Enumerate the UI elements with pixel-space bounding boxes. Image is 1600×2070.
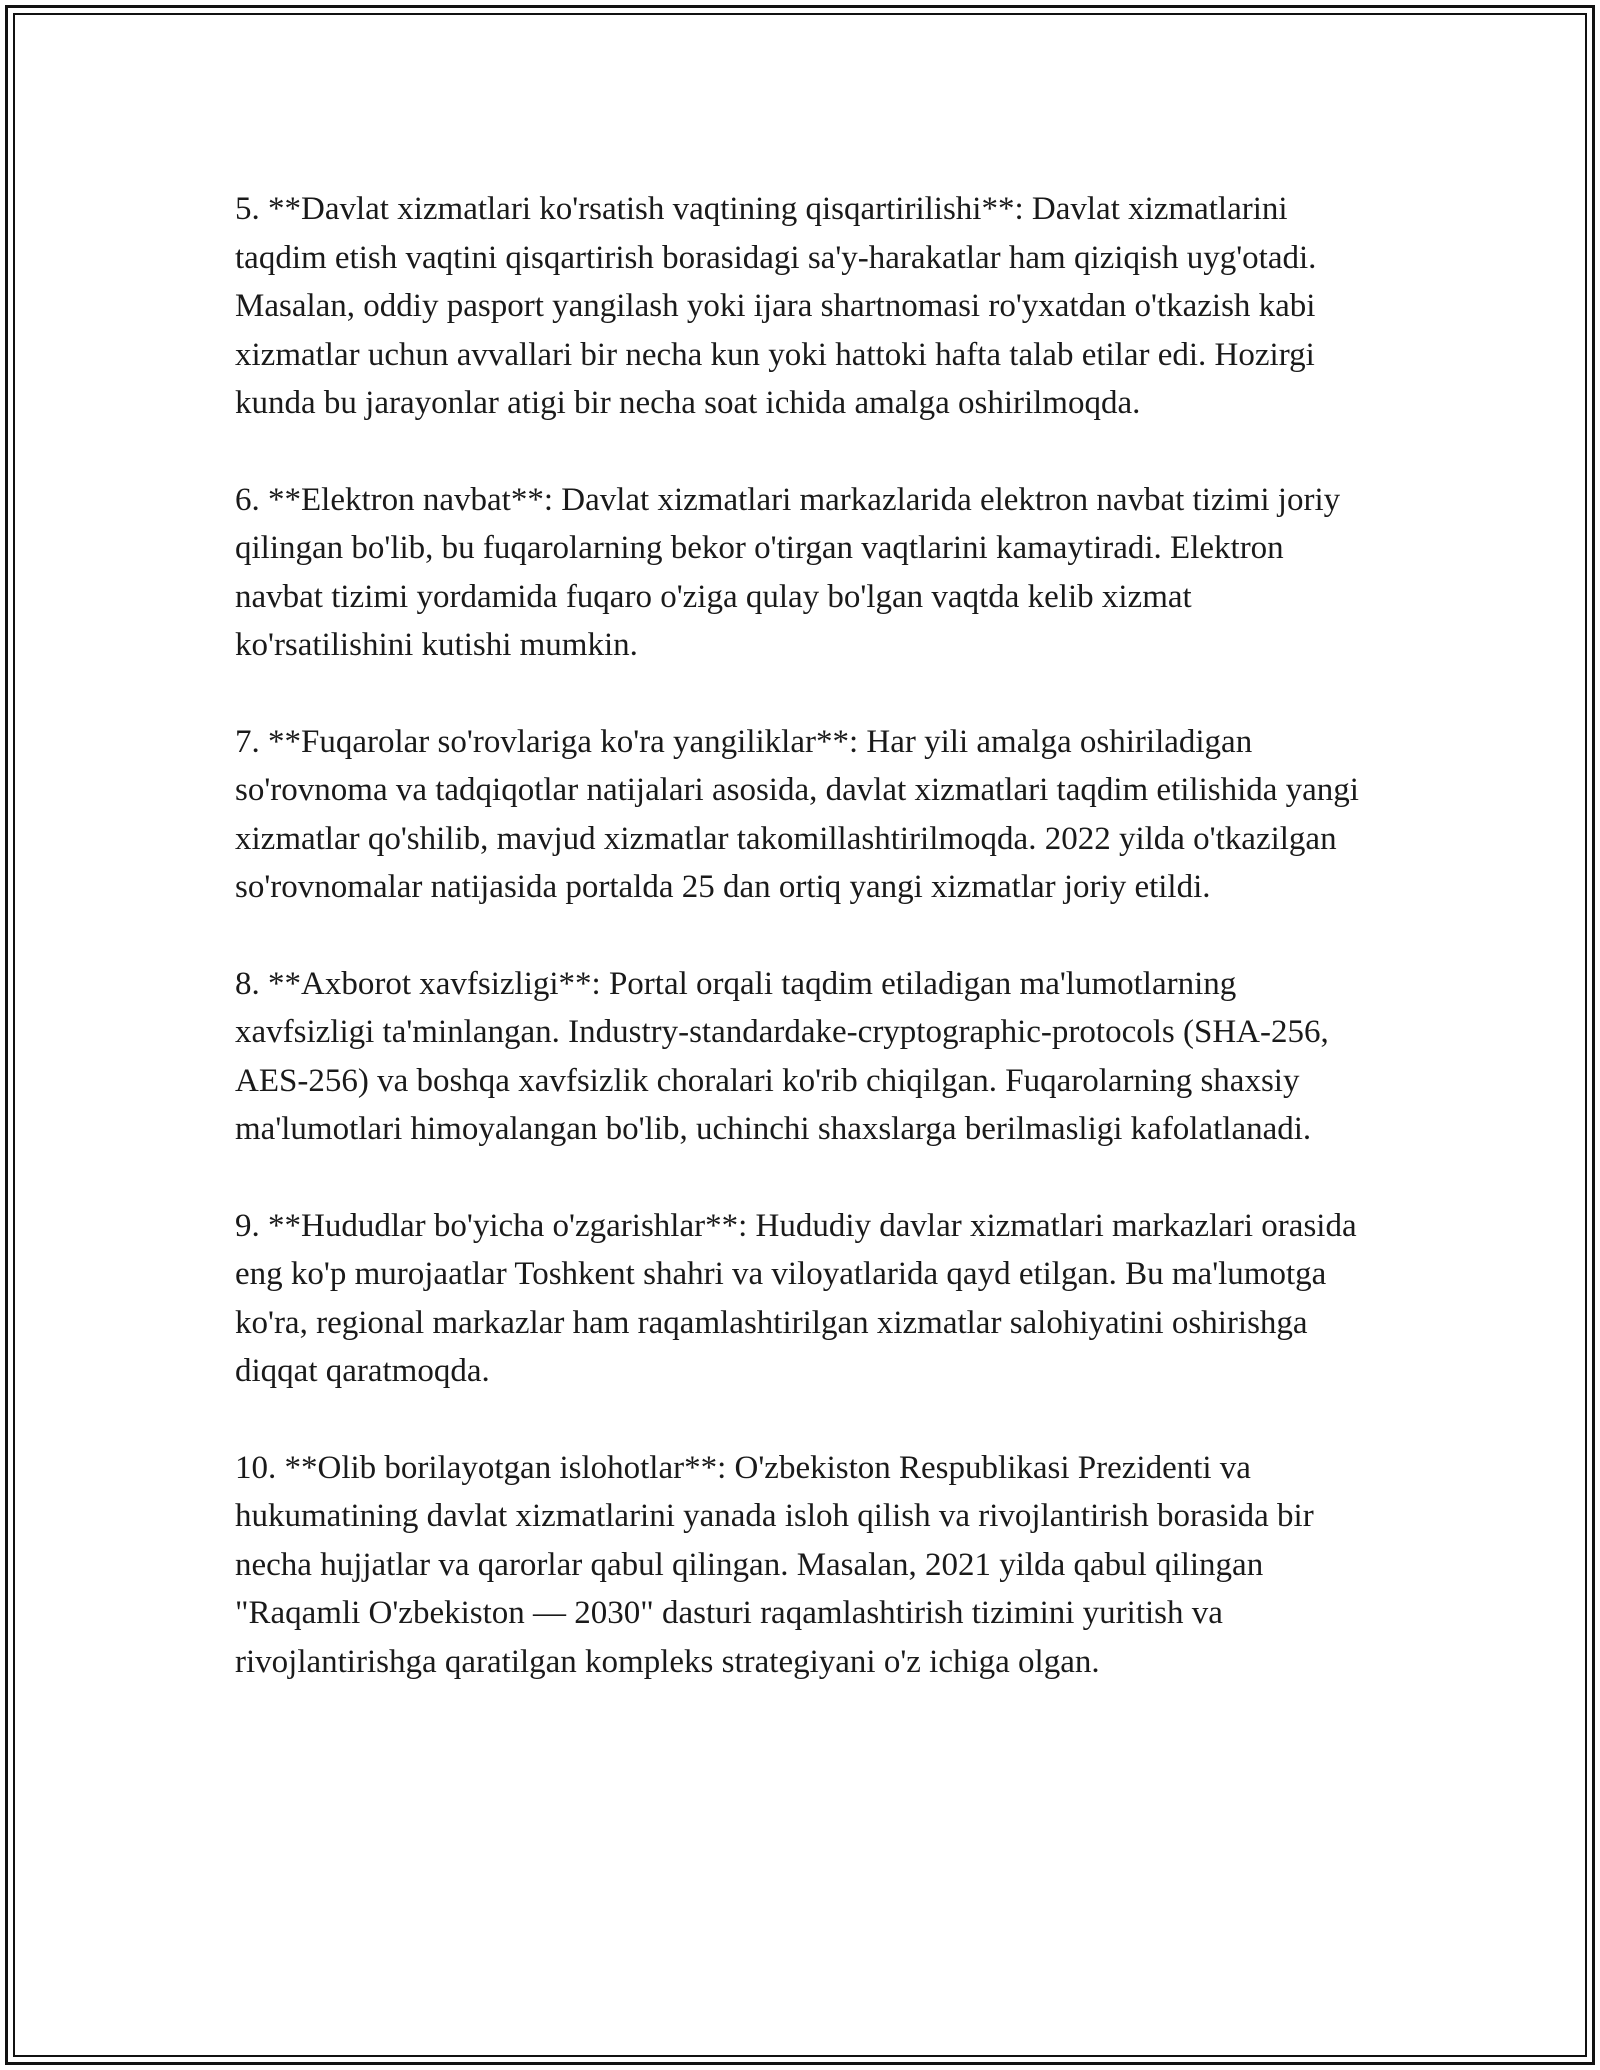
paragraph-item-5: 5. **Davlat xizmatlari ko'rsatish vaqtining qisqartirilishi**: Davlat xizmatlarini taqdim etish vaqtini qisqartirish borasidagi sa'y-harakatlar ham qiziqish uyg'otadi. Masalan, oddiy pasport yangilash yoki ijara shartnomasi ro'yxatdan o'tkazish kabi xizmatlar uchun avvallari bir necha kun yoki hattoki hafta talab etilar edi. Hozirgi kunda bu jarayonlar atigi bir necha soat ichida amalga oshirilmoqda. (235, 191, 1317, 421)
paragraph-item-7: 7. **Fuqarolar so'rovlariga ko'ra yangiliklar**: Har yili amalga oshiriladigan so'rovnoma va tadqiqotlar natijalari asosida, davlat xizmatlari taqdim etilishida yangi xizmatlar qo'shilib, mavjud xizmatlar takomillashtirilmoqda. 2022 yilda o'tkazilgan so'rovnomalar natijasida portalda 25 dan ortiq yangi xizmatlar joriy etildi. (235, 723, 1359, 905)
document-body (235, 185, 1375, 1686)
paragraph-item-10: 10. **Olib borilayotgan islohotlar**: O'zbekiston Respublikasi Prezidenti va hukumatining davlat xizmatlarini yanada isloh qilish va rivojlantirish borasida bir necha hujjatlar va qarorlar qabul qilingan. Masalan, 2021 yilda qabul qilingan "Raqamli O'zbekiston — 2030" dasturi raqamlashtirish tizimini yuritish va rivojlantirishga qaratilgan kompleks strategiyani o'z ichiga olgan. (235, 1449, 1314, 1680)
paragraph-item-6: 6. **Elektron navbat**: Davlat xizmatlari markazlarida elektron navbat tizimi joriy qilingan bo'lib, bu fuqarolarning bekor o'tirgan vaqtlarini kamaytiradi. Elektron navbat tizimi yordamida fuqaro o'ziga qulay bo'lgan vaqtda kelib xizmat ko'rsatilishini kutishi mumkin. (235, 481, 1341, 663)
paragraph-item-9: 9. **Hududlar bo'yicha o'zgarishlar**: Hududiy davlar xizmatlari markazlari orasida eng ko'p murojaatlar Toshkent shahri va viloyatlarida qayd etilgan. Bu ma'lumotga ko'ra, regional markazlar ham raqamlashtirilgan xizmatlar salohiyatini oshirishga diqqat qaratmoqda. (235, 1207, 1357, 1389)
paragraph-item-8: 8. **Axborot xavfsizligi**: Portal orqali taqdim etiladigan ma'lumotlarning xavfsizligi ta'minlangan. Industry-standardake-cryptographic-protocols (SHA-256, AES-256) va boshqa xavfsizlik choralari ko'rib chiqilgan. Fuqarolarning shaxsiy ma'lumotlari himoyalangan bo'lib, uchinchi shaxslarga berilmasligi kafolatlanadi. (235, 965, 1329, 1147)
